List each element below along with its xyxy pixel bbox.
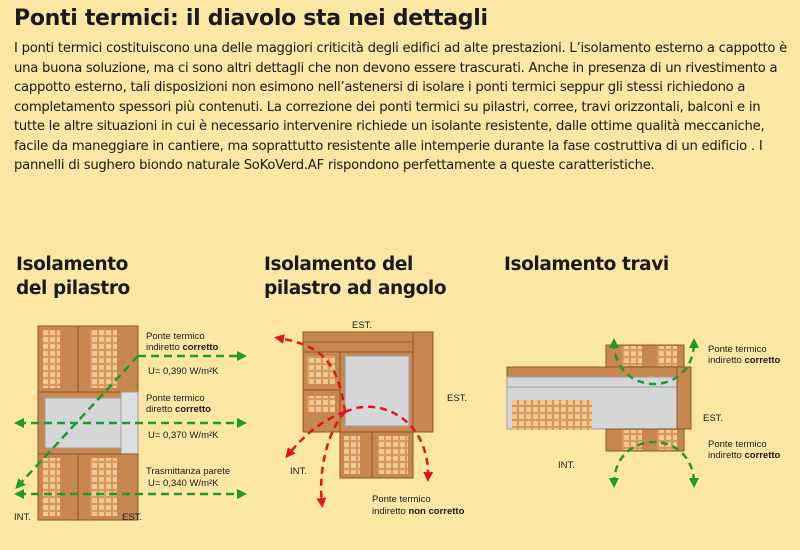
travi-label-top-2: indiretto corretto [708, 355, 781, 366]
pilastro-label-direct-1: Ponte termico [146, 393, 205, 404]
diagram-angolo [278, 320, 467, 517]
angolo-label-1: Ponte termico [372, 494, 431, 505]
section-title-angolo-line2: pilastro ad angolo [264, 278, 447, 299]
pilastro-int-label: INT. [14, 512, 31, 523]
angolo-wall-bottom [340, 432, 413, 478]
section-title-travi-line1: Isolamento travi [504, 254, 669, 275]
travi-wall-upper [606, 345, 684, 367]
section-title-angolo-line1: Isolamento del [264, 254, 413, 275]
travi-label-bottom-1: Ponte termico [708, 439, 767, 450]
travi-int-label: INT. [558, 460, 575, 471]
angolo-est-top-label: EST. [352, 320, 373, 331]
diagram-pilastro [14, 326, 243, 523]
pilastro-label-wall: Trasmittanza parete [146, 466, 231, 477]
travi-slab [507, 367, 691, 430]
angolo-label-2: indiretto non corretto [372, 506, 465, 517]
pilastro-est-label: EST. [122, 512, 143, 523]
angolo-corner-column [340, 352, 413, 432]
pilastro-label-indirect-1: Ponte termico [146, 331, 205, 342]
pilastro-wall-upper [38, 326, 138, 392]
angolo-est-right-label: EST. [447, 393, 468, 404]
travi-wall-lower [606, 429, 684, 451]
travi-label-bottom-2: indiretto corretto [708, 450, 781, 461]
pilastro-value-direct: U= 0,370 W/m²K [148, 430, 219, 441]
pilastro-wall-lower [38, 454, 138, 520]
angolo-wall-top [303, 352, 340, 432]
intro-paragraph: I ponti termici costituiscono una delle maggiori criticità degli edifici ad alte prestazioni. L’isolamento esterno a cappotto è una buona soluzione, ma ci sono altri dettagli che non devono essere trascurati. Anche in presenza di un rivestimento a cappotto esterno, tali disposizioni non esimono nell’astenersi di isolare i ponti termici seppur gli stessi richiedono a completamento spessori più contenuti. La correzione dei ponti termici su pilastri, corree, travi orizzontali, balconi e in tutte le altre situazioni in cui è necessario intervenire richiede un isolante resistente, dalle ottime qualità meccaniche, facile da maneggiare in cantiere, ma soprattutto resistente alle intemperie durante la fase costruttiva di un edificio . I pannelli di sughero biondo naturale SoKoVerd.AF rispondono perfettamente a queste caratteristiche. [14, 41, 788, 173]
travi-est-label: EST. [703, 413, 724, 424]
angolo-int-label: INT. [290, 466, 307, 477]
pilastro-label-indirect-2: indiretto corretto [146, 342, 219, 353]
page-title: Ponti termici: il diavolo sta nei dettagli [14, 6, 488, 31]
section-title-pilastro-line2: del pilastro [16, 278, 130, 299]
section-title-pilastro-line1: Isolamento [16, 254, 128, 275]
pilastro-value-indirect: U= 0,390 W/m²K [148, 366, 219, 377]
pilastro-value-wall: U= 0,340 W/m²K [148, 478, 219, 489]
pilastro-label-direct-2: diretto corretto [146, 404, 211, 415]
travi-label-top-1: Ponte termico [708, 344, 767, 355]
diagram-travi [507, 342, 781, 484]
